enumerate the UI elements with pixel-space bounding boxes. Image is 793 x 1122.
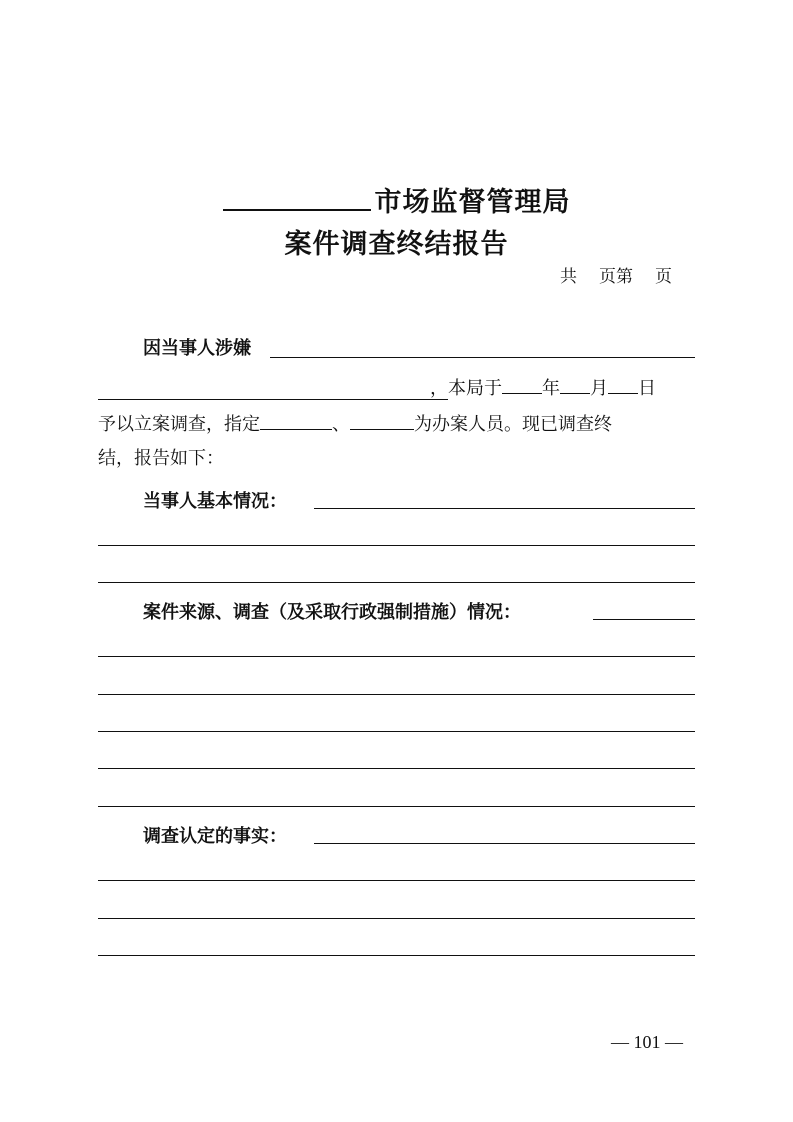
page-total-prefix: 共 [560, 267, 577, 287]
bureau-text: 本局于 [448, 378, 502, 399]
report-intro: 结，报告如下： [98, 448, 224, 469]
comma: ， [430, 378, 448, 399]
facts-line[interactable] [98, 955, 695, 956]
suspect-blank[interactable] [270, 357, 695, 358]
page-mid: 页第 [599, 267, 633, 287]
suspect-label: 因当事人涉嫌 [143, 338, 251, 359]
source-line[interactable] [98, 768, 695, 769]
section-facts-label: 调查认定的事实： [143, 826, 287, 847]
page-suffix: 页 [655, 267, 672, 287]
assign-end: 为办案人员。现已调查终 [414, 414, 612, 435]
source-blank[interactable] [593, 619, 695, 620]
suspect-blank-cont[interactable] [98, 399, 448, 400]
officer1-blank[interactable] [260, 409, 332, 430]
basic-line[interactable] [98, 582, 695, 583]
agency-name-blank[interactable] [223, 183, 371, 211]
month-label: 月 [590, 378, 608, 399]
section-basic-label: 当事人基本情况： [143, 491, 287, 512]
basic-blank[interactable] [314, 508, 695, 509]
year-label: 年 [542, 378, 560, 399]
source-line[interactable] [98, 731, 695, 732]
title-agency-line [0, 180, 793, 219]
assign-line [98, 409, 612, 438]
month-blank[interactable] [560, 373, 590, 394]
source-line[interactable] [98, 656, 695, 657]
basic-line[interactable] [98, 545, 695, 546]
year-blank[interactable] [502, 373, 542, 394]
officer2-blank[interactable] [350, 409, 414, 430]
assign-start: 予以立案调查，指定 [98, 414, 260, 435]
page-number: — 101 — [611, 1032, 683, 1052]
title-report: 案件调查终结报告 [284, 229, 509, 260]
assign-sep: 、 [332, 414, 350, 435]
facts-line[interactable] [98, 880, 695, 881]
source-line[interactable] [98, 806, 695, 807]
facts-blank[interactable] [314, 843, 695, 844]
title-agency: 市场监督管理局 [374, 187, 571, 218]
day-blank[interactable] [608, 373, 638, 394]
facts-line[interactable] [98, 918, 695, 919]
section-source-label: 案件来源、调查（及采取行政强制措施）情况： [143, 602, 521, 623]
day-label: 日 [638, 378, 656, 399]
page-count [560, 262, 700, 287]
date-line [430, 373, 656, 402]
source-line[interactable] [98, 694, 695, 695]
